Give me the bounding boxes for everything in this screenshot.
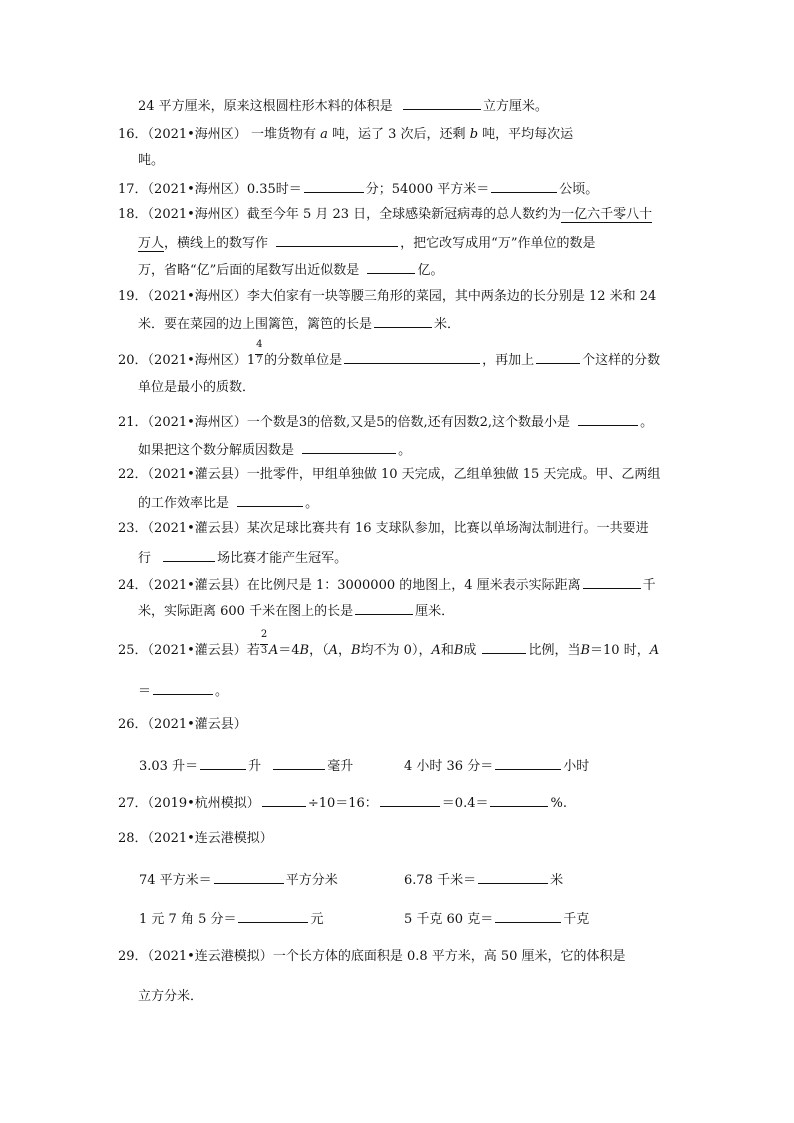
q16-var-b: b: [469, 127, 479, 142]
q23-text-2: 行: [138, 551, 152, 566]
question-15-continuation: [138, 96, 548, 116]
q25-numerator: 2: [260, 629, 268, 640]
q26-blank-1[interactable]: [200, 756, 246, 770]
q20-number: 20．: [118, 353, 148, 368]
q26-source: （2021•灌云县）: [147, 717, 247, 732]
q28-number: 28．: [118, 831, 148, 846]
q17-text-2: 分；54000 平方米＝: [365, 182, 490, 197]
q17-text-3: 公顷。: [559, 182, 599, 197]
question-22: [118, 466, 660, 484]
q20-text-4: 单位是最小的质数．: [138, 380, 256, 395]
q22-source: （2021•灌云县）: [147, 467, 247, 482]
q25-var-B-1: B: [299, 643, 310, 658]
q18-blank-1[interactable]: [276, 233, 398, 247]
question-19: [118, 288, 656, 306]
q22-text-1: 一批零件，甲组单独做 10 天完成，乙组单独做 15 天完成。甲、乙两组: [246, 467, 661, 482]
question-19-line-2: [138, 314, 460, 334]
q18-text-5: 亿。: [417, 263, 444, 278]
q27-blank-2[interactable]: [380, 793, 440, 807]
q17-text-1: 0.35时＝: [246, 182, 302, 197]
q25-var-B-3: B: [453, 643, 464, 658]
question-27: [118, 793, 567, 813]
q24-text-3: 米，实际距离 600 千米在图上的长是: [138, 604, 354, 619]
q23-source: （2021•灌云县）: [147, 521, 247, 536]
q25-source: （2021•灌云县）: [147, 643, 247, 658]
q26-text-a1: 3.03 升＝: [139, 759, 199, 774]
q28-text-b1: 6.78 千米＝: [404, 873, 477, 888]
question-21-line-2: [138, 440, 411, 460]
question-28: [118, 830, 273, 848]
question-28-row-2-right: [404, 909, 589, 929]
q20-numerator: 4: [256, 339, 263, 350]
q28-text-a1: 74 平方米＝: [139, 873, 212, 888]
question-25: [118, 629, 660, 660]
q19-text-2: 米．要在菜园的边上围篱笆，篱笆的长是: [138, 317, 373, 332]
question-18-line-3: [138, 260, 443, 280]
q25-text-10: 。: [215, 684, 229, 699]
q18-text-1: 截至今年 5 月 23 日，全球感染新冠病毒的总人数约为: [246, 207, 562, 222]
q22-number: 22．: [118, 467, 148, 482]
q28-blank-3[interactable]: [238, 909, 308, 923]
q22-text-3: 。: [305, 496, 319, 511]
q16-text-2: 吨，运了 3 次后，还剩: [332, 127, 466, 142]
question-18-line-2: [138, 233, 595, 253]
q20-whole: 1: [246, 353, 256, 368]
q18-blank-2[interactable]: [367, 260, 415, 274]
q15-answer-blank[interactable]: [403, 96, 481, 110]
q18-text-2: ，横线上的数写作: [164, 236, 269, 251]
q28-text-d1: 5 千克 60 克＝: [404, 912, 494, 927]
q21-number: 21．: [118, 415, 148, 430]
q20-text-2: ，再加上: [482, 353, 535, 368]
question-26-row: [139, 756, 353, 776]
q21-text-1: 一个数是3的倍数,又是5的倍数,还有因数2,这个数最小是: [246, 415, 571, 430]
q28-blank-4[interactable]: [495, 909, 561, 923]
q25-text-2: ，（: [309, 643, 329, 658]
q18-text-3: ，把它改写成用“万”作单位的数是: [400, 236, 596, 251]
question-22-line-2: [138, 493, 318, 513]
q21-text-2: 。: [640, 415, 654, 430]
question-28-row-1-right: [404, 870, 563, 890]
q28-source: （2021•连云港模拟）: [147, 831, 273, 846]
q25-number: 25．: [118, 643, 148, 658]
q20-blank-2[interactable]: [536, 350, 580, 364]
q26-blank-2[interactable]: [273, 756, 325, 770]
q26-text-a2: 升: [248, 759, 262, 774]
q27-text-2: ＝0.4＝: [441, 796, 489, 811]
q25-text-3: ，: [337, 643, 351, 658]
q26-blank-3[interactable]: [495, 756, 561, 770]
question-23-line-2: [138, 548, 347, 568]
q19-source: （2021•海州区）: [147, 289, 247, 304]
question-16-line-2: [138, 152, 164, 170]
q25-text-6: 成: [463, 643, 477, 658]
q21-blank-2[interactable]: [302, 440, 396, 454]
question-18: [118, 206, 652, 224]
question-23: [118, 520, 649, 538]
q25-var-A-3: A: [431, 643, 441, 658]
q27-text-3: %.: [550, 796, 567, 811]
q18-text-4: 万，省略“亿”后面的尾数写出近似数是: [138, 263, 360, 278]
q18-source: （2021•海州区）: [147, 207, 247, 222]
q25-blank-1[interactable]: [482, 640, 526, 654]
q17-source: （2021•海州区）: [147, 182, 247, 197]
q20-text-3: 个这样的分数: [582, 353, 661, 368]
q27-blank-1[interactable]: [262, 793, 306, 807]
q18-underlined-number-1: 一亿六千零八十: [561, 207, 653, 222]
q22-text-2: 的工作效率比是: [138, 496, 230, 511]
q27-source: （2019•杭州模拟）: [147, 796, 260, 811]
question-24-line-2: [138, 601, 454, 621]
question-28-row-2-left: [139, 909, 324, 929]
q25-var-B-2: B: [350, 643, 361, 658]
q24-number: 24．: [118, 578, 148, 593]
q24-text-2: 千: [642, 578, 656, 593]
q27-text-1: ÷10＝16：: [307, 796, 378, 811]
q20-blank-1[interactable]: [344, 350, 480, 364]
q27-blank-3[interactable]: [490, 793, 548, 807]
q18-number: 18．: [118, 207, 148, 222]
q20-denominator: 7: [256, 355, 263, 366]
q26-number: 26．: [118, 717, 148, 732]
question-20: [118, 339, 661, 370]
q24-text-1: 在比例尺是 1：3000000 的地图上，4 厘米表示实际距离: [246, 578, 581, 593]
q17-blank-1[interactable]: [304, 179, 364, 193]
q25-denominator: 3: [260, 645, 268, 656]
q28-text-c2: 元: [310, 912, 324, 927]
question-29-line-2: [138, 988, 203, 1006]
q24-blank-1[interactable]: [583, 575, 641, 589]
q17-blank-2[interactable]: [491, 179, 557, 193]
q26-text-b2: 小时: [563, 759, 590, 774]
q16-text-3: 吨，平均每次运: [482, 127, 574, 142]
q25-text-9: ＝: [138, 684, 152, 699]
q29-number: 29．: [118, 949, 148, 964]
q19-text-3: 米．: [434, 317, 461, 332]
q25-var-A-4: A: [649, 643, 660, 658]
q20-source: （2021•海州区）: [147, 353, 247, 368]
question-21: [118, 412, 653, 432]
q19-text-1: 李大伯家有一块等腰三角形的菜园，其中两条边的长分别是 12 米和 24: [246, 289, 657, 304]
question-16: [118, 126, 573, 144]
q19-number: 19．: [118, 289, 148, 304]
q18-underlined-number-2: 万人: [138, 236, 165, 251]
q23-text-3: 场比赛才能产生冠军。: [217, 551, 348, 566]
q16-source: （2021•海州区）: [147, 127, 247, 142]
q19-blank[interactable]: [374, 314, 432, 328]
q25-text-7: 比例，当: [528, 643, 581, 658]
question-25-line-2: [138, 681, 228, 701]
q28-text-a2: 平方分米: [285, 873, 338, 888]
q23-text-1: 某次足球比赛共有 16 支球队参加，比赛以单场淘汰制进行。一共要进: [246, 521, 649, 536]
q29-source: （2021•连云港模拟）: [147, 949, 273, 964]
q24-source: （2021•灌云县）: [147, 578, 247, 593]
q25-var-A-2: A: [328, 643, 338, 658]
q17-number: 17．: [118, 182, 148, 197]
q22-blank[interactable]: [237, 493, 303, 507]
q25-text-1: ＝4: [278, 643, 300, 658]
q21-text-4: 。: [398, 443, 412, 458]
q25-var-A-1: A: [268, 643, 279, 658]
q28-text-d2: 千克: [563, 912, 590, 927]
q25-blank-2[interactable]: [153, 681, 213, 695]
q25-text-5: 和: [440, 643, 454, 658]
question-20-line-2: [138, 379, 255, 397]
q28-blank-2[interactable]: [478, 870, 548, 884]
q25-var-B-4: B: [580, 643, 591, 658]
q29-text-1: 一个长方体的底面积是 0.8 平方米，高 50 厘米，它的体积是: [272, 949, 626, 964]
question-26-row-right: [404, 756, 589, 776]
q21-blank-1[interactable]: [578, 412, 638, 426]
q26-text-b1: 4 小时 36 分＝: [404, 759, 494, 774]
q25-ruo: 若: [246, 643, 260, 658]
q16-text-1: 一堆货物有: [250, 127, 316, 142]
q26-text-a3: 毫升: [327, 759, 354, 774]
q25-text-8: ＝10 时，: [590, 643, 650, 658]
q24-blank-2[interactable]: [355, 601, 413, 615]
q25-fraction: [260, 629, 269, 656]
q29-text-2: 立方分米．: [138, 989, 204, 1004]
q15-text: 24 平方厘米，原来这根圆柱形木料的体积是: [138, 99, 393, 114]
question-26: [118, 716, 247, 734]
q21-text-3: 如果把这个数分解质因数是: [138, 443, 295, 458]
q16-number: 16．: [118, 127, 148, 142]
q23-blank[interactable]: [163, 548, 215, 562]
q20-fraction: [255, 339, 264, 366]
q27-number: 27．: [118, 796, 148, 811]
q28-blank-1[interactable]: [214, 870, 284, 884]
q21-source: （2021•海州区）: [147, 415, 247, 430]
q16-var-a: a: [320, 127, 328, 142]
q15-unit: 立方厘米。: [482, 99, 548, 114]
question-29: [118, 948, 626, 966]
q28-text-c1: 1 元 7 角 5 分＝: [139, 912, 237, 927]
q24-text-4: 厘米．: [415, 604, 455, 619]
question-28-row-1-left: [139, 870, 338, 890]
q20-text-1: 的分数单位是: [264, 353, 343, 368]
question-17: [118, 179, 598, 199]
q25-text-4: 均不为 0），: [360, 643, 432, 658]
q28-text-b2: 米: [550, 873, 564, 888]
question-24: [118, 575, 656, 595]
q16-text-4: 吨。: [138, 153, 165, 168]
q23-number: 23．: [118, 521, 148, 536]
